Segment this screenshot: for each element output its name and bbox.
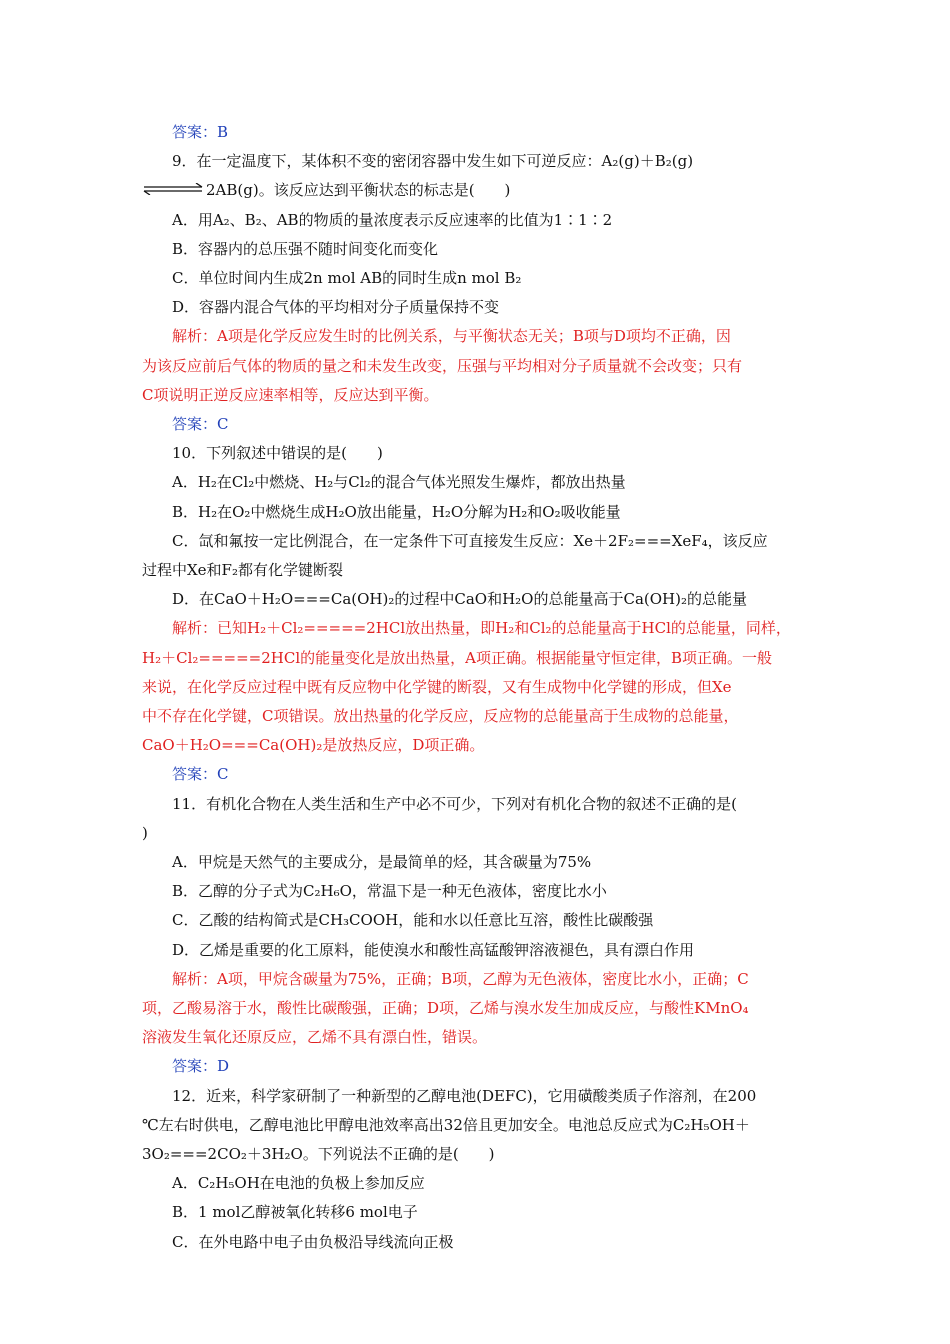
text-line: C．氙和氟按一定比例混合，在一定条件下可直接发生反应：Xe＋2F₂===XeF₄，该反应 bbox=[172, 532, 768, 550]
explanation-line: 解析：已知H₂＋Cl₂=====2HCl放出热量，即H₂和Cl₂的总能量高于HCl的总能量，同样， bbox=[172, 619, 791, 637]
text-line: 10．下列叙述中错误的是( ) bbox=[172, 444, 383, 462]
text-line: B．H₂在O₂中燃烧生成H₂O放出能量，H₂O分解为H₂和O₂吸收能量 bbox=[172, 503, 621, 521]
text-line: 2AB(g)。该反应达到平衡状态的标志是( ) bbox=[206, 181, 511, 199]
explanation-line: C项说明正逆反应速率相等，反应达到平衡。 bbox=[142, 386, 439, 404]
answer-line: 答案：D bbox=[172, 1057, 230, 1075]
explanation-line: 溶液发生氧化还原反应，乙烯不具有漂白性，错误。 bbox=[142, 1028, 488, 1046]
text-line: C．在外电路中电子由负极沿导线流向正极 bbox=[172, 1233, 454, 1251]
explanation-line: 中不存在化学键，C项错误。放出热量的化学反应，反应物的总能量高于生成物的总能量， bbox=[142, 707, 739, 725]
text-line: B．容器内的总压强不随时间变化而变化 bbox=[172, 240, 439, 258]
text-line: 3O₂===2CO₂＋3H₂O。下列说法不正确的是( ) bbox=[142, 1145, 495, 1163]
text-line: D．在CaO＋H₂O===Ca(OH)₂的过程中CaO和H₂O的总能量高于Ca(OH)₂的总能量 bbox=[172, 590, 747, 608]
text-line: A．用A₂、B₂、AB的物质的量浓度表示反应速率的比值为1∶1∶2 bbox=[172, 211, 613, 229]
text-line: A．C₂H₅OH在电池的负极上参加反应 bbox=[172, 1174, 425, 1192]
explanation-line: H₂＋Cl₂=====2HCl的能量变化是放出热量，A项正确。根据能量守恒定律，B项正确。一般 bbox=[142, 649, 772, 667]
answer-line: 答案：C bbox=[172, 415, 229, 433]
text-line: A．H₂在Cl₂中燃烧、H₂与Cl₂的混合气体光照发生爆炸，都放出热量 bbox=[172, 473, 626, 491]
explanation-line: 为该反应前后气体的物质的量之和未发生改变，压强与平均相对分子质量就不会改变；只有 bbox=[142, 357, 743, 375]
text-line: 12．近来，科学家研制了一种新型的乙醇电池(DEFC)，它用磺酸类质子作溶剂，在200 bbox=[172, 1087, 757, 1105]
explanation-line: 来说，在化学反应过程中既有反应物中化学键的断裂，又有生成物中化学键的形成，但Xe bbox=[142, 678, 732, 696]
text-line: ) bbox=[142, 824, 148, 842]
text-line: 过程中Xe和F₂都有化学键断裂 bbox=[142, 561, 343, 579]
answer-line: 答案：B bbox=[172, 123, 229, 141]
explanation-line: 项，乙酸易溶于水，酸性比碳酸强，正确；D项，乙烯与溴水发生加成反应，与酸性KMnO₄ bbox=[142, 999, 749, 1017]
reversible-arrow-icon bbox=[142, 183, 204, 195]
text-line: 9．在一定温度下，某体积不变的密闭容器中发生如下可逆反应：A₂(g)＋B₂(g) bbox=[172, 152, 694, 170]
text-line: B．乙醇的分子式为C₂H₆O，常温下是一种无色液体，密度比水小 bbox=[172, 882, 607, 900]
explanation-line: 解析：A项是化学反应发生时的比例关系，与平衡状态无关；B项与D项均不正确，因 bbox=[172, 327, 731, 345]
explanation-line: CaO＋H₂O===Ca(OH)₂是放热反应，D项正确。 bbox=[142, 736, 485, 754]
text-line: ℃左右时供电，乙醇电池比甲醇电池效率高出32倍且更加安全。电池总反应式为C₂H₅OH＋ bbox=[142, 1116, 750, 1134]
explanation-line: 解析：A项，甲烷含碳量为75%，正确；B项，乙醇为无色液体，密度比水小，正确；C bbox=[172, 970, 749, 988]
text-line: B．1 mol乙醇被氧化转移6 mol电子 bbox=[172, 1203, 418, 1221]
text-line: A．甲烷是天然气的主要成分，是最简单的烃，其含碳量为75% bbox=[172, 853, 592, 871]
answer-line: 答案：C bbox=[172, 765, 229, 783]
text-line: D．乙烯是重要的化工原料，能使溴水和酸性高锰酸钾溶液褪色，具有漂白作用 bbox=[172, 941, 695, 959]
text-line: D．容器内混合气体的平均相对分子质量保持不变 bbox=[172, 298, 500, 316]
text-line: C．乙酸的结构简式是CH₃COOH，能和水以任意比互溶，酸性比碳酸强 bbox=[172, 911, 654, 929]
text-line: 11．有机化合物在人类生活和生产中必不可少，下列对有机化合物的叙述不正确的是( bbox=[172, 795, 737, 813]
text-line: C．单位时间内生成2n mol AB的同时生成n mol B₂ bbox=[172, 269, 522, 287]
